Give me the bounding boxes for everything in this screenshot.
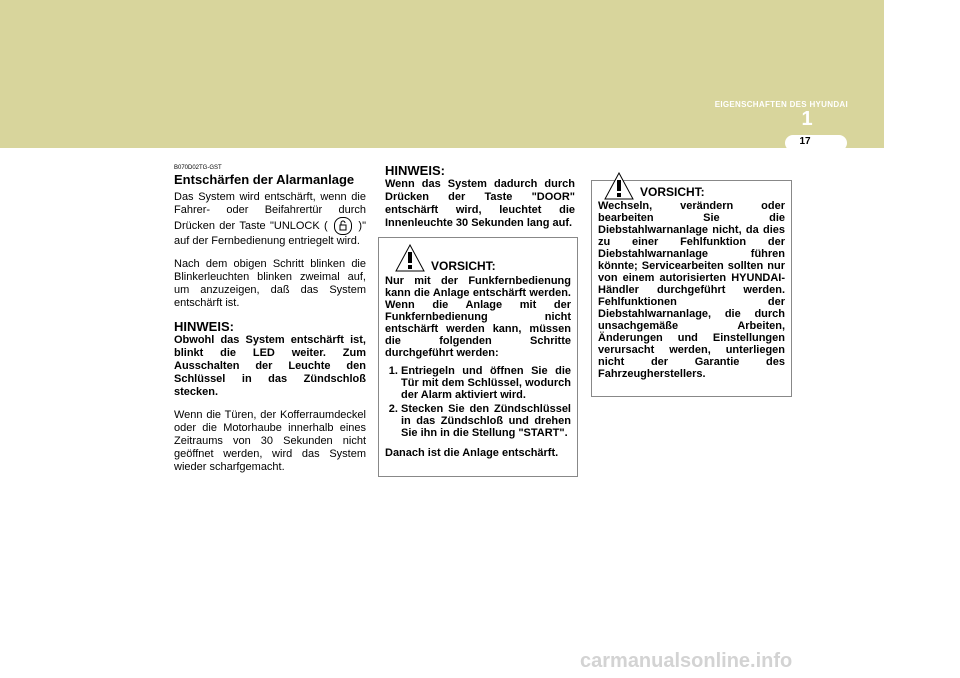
warning-title: VORSICHT: <box>640 185 705 199</box>
warning-outro: Danach ist die Anlage entschärft. <box>385 447 559 459</box>
header-band <box>0 0 884 148</box>
paragraph-rearm: Wenn die Türen, der Kofferraumdeckel oder die Motorhaube innerhalb eines Zeitraums von 30 Sekunden nicht geöffnet werden, wird das System wieder scharfgemacht. <box>174 409 366 473</box>
section-code: B070D02TG-GST <box>174 165 222 171</box>
note-heading: HINWEIS: <box>174 319 234 334</box>
warning-box-disarm <box>378 237 578 477</box>
section-title: EIGENSCHAFTEN DES HYUNDAI <box>714 100 848 109</box>
watermark: carmanualsonline.info <box>580 650 793 672</box>
warning-step: 2. Stecken Sie den Zündschlüssel in das Zündschloß und drehen Sie ihn in die Stellung "START". <box>401 403 571 439</box>
warning-triangle-icon <box>395 244 425 272</box>
warning-intro: Nur mit der Funkfernbedienung kann die Anlage entschärft werden. Wenn die Anlage mit der Funkfernbedienung nicht entschärft werden kann, müssen die folgenden Schritte durchgeführt werden: <box>385 275 571 359</box>
section-heading: Entschärfen der Alarmanlage <box>174 172 355 187</box>
warning-step: 1. Entriegeln und öffnen Sie die Tür mit dem Schlüssel, wodurch der Alarm aktiviert wird. <box>401 365 571 401</box>
unlock-icon <box>334 217 352 235</box>
chapter-number: 1 <box>801 108 813 130</box>
paragraph-text: )" auf der Fernbedienung entriegelt wird. <box>174 219 366 247</box>
warning-triangle-icon <box>604 172 634 200</box>
warning-body <box>385 275 571 459</box>
page-number: 17 <box>799 136 811 147</box>
paragraph-unlock <box>174 191 366 248</box>
paragraph-text: Das System wird entschärft, wenn die Fahrer- oder Beifahrertür durch Drücken der Taste "UNLOCK ( <box>174 191 366 232</box>
note-text: Wenn das System dadurch durch Drücken der Taste "DOOR" entschärft wird, leuchtet die Innenleuchte 30 Sekunden lang auf. <box>385 178 575 229</box>
paragraph-blink: Nach dem obigen Schritt blinken die Blinkerleuchten blinken zweimal auf, um anzuzeigen, daß das System entschärft ist. <box>174 258 366 309</box>
warning-steps <box>385 365 571 439</box>
note-text: Obwohl das System entschärft ist, blinkt die LED weiter. Zum Ausschalten der Leuchte den Schlüssel in das Zündschloß stecken. <box>174 334 366 398</box>
warning-title: VORSICHT: <box>431 259 496 273</box>
warning-text: Wechseln, verändern oder bearbeiten Sie die Diebstahlwarnanlage nicht, da dies zu einer Fehlfunktion der Diebstahlwarnanlage führen könnte; Servicearbeiten sollten nur von einem autorisierten HYUNDAI-Händler durchgeführt werden. Fehlfunktionen der Diebstahlwarnanlage, die durch unsachgemäße Arbeiten, Änderungen und Einstellungen verursacht werden, unterliegen nicht der Garantie des Fahrzeugherstellers. <box>598 200 785 380</box>
warning-box-modify <box>591 180 792 397</box>
middle-column-note <box>385 164 575 240</box>
note-heading: HINWEIS: <box>385 163 445 178</box>
left-column <box>174 164 366 484</box>
